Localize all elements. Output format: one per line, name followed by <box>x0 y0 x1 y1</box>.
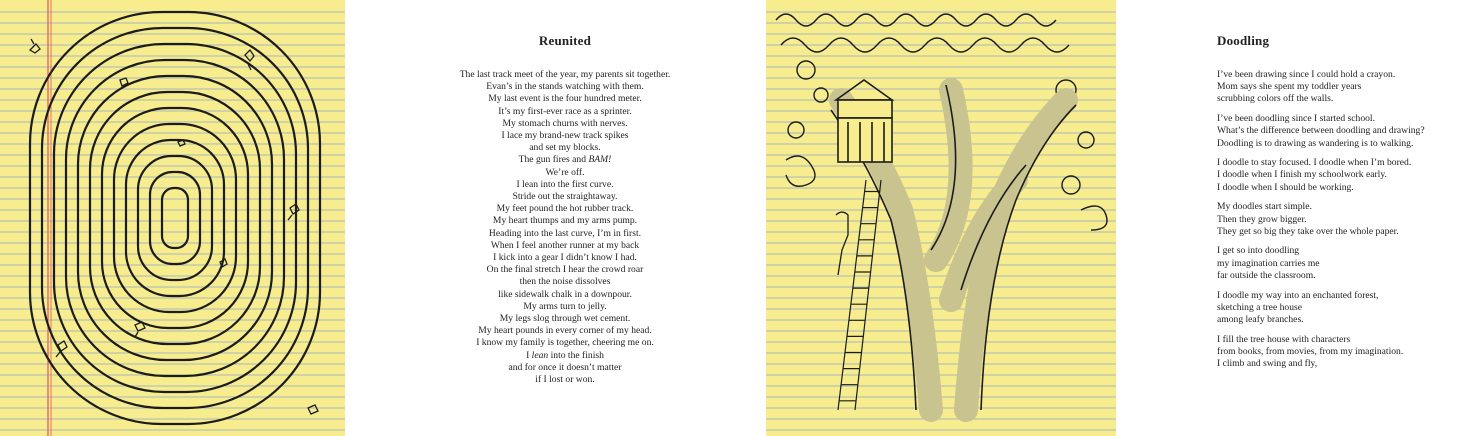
poem-line: My legs slog through wet cement. <box>499 313 631 325</box>
poem-line: My last event is the four hundred meter. <box>488 93 642 105</box>
poem-line: sketching a tree house <box>1217 301 1302 313</box>
poem-doodling <box>1217 33 1467 378</box>
poem-line: I know my family is together, cheering me on. <box>476 337 654 349</box>
poem-line <box>400 350 730 362</box>
poem-line: My arms turn to jelly. <box>523 300 607 312</box>
poem-line: The last track meet of the year, my parents sit together. <box>459 69 671 80</box>
poem-line: I lean into the first curve. <box>516 178 614 190</box>
poem-line: far outside the classroom. <box>1217 269 1316 281</box>
poem-line: My heart thumps and my arms pump. <box>492 215 638 227</box>
poem-line: My feet pound the hot rubber track. <box>496 203 634 215</box>
poem-line: What’s the difference between doodling and drawing? <box>1217 125 1425 137</box>
poem-stanza <box>1217 290 1467 327</box>
poem-line: scrubbing colors off the walls. <box>1217 93 1334 105</box>
poem-stanza <box>1217 245 1467 282</box>
poem-reunited <box>400 33 730 386</box>
poem-line: My doodles start simple. <box>1217 201 1312 213</box>
poem-line: I doodle when I should be working. <box>1217 181 1354 193</box>
poem-line: my imagination carries me <box>1217 257 1320 269</box>
poem-line: My heart pounds in every corner of my head. <box>478 325 652 337</box>
treehouse-doodle-illustration <box>766 0 1116 436</box>
poem-line: When I feel another runner at my back <box>490 239 640 251</box>
poem-line: Then they grow bigger. <box>1217 213 1307 225</box>
poem-line: I doodle when I finish my schoolwork early. <box>1217 169 1387 181</box>
poem-stanza <box>1217 157 1467 194</box>
poem-line: and for once it doesn’t matter <box>508 361 622 373</box>
poem-emphasis: BAM! <box>588 154 612 166</box>
poem-line: I lace my brand-new track spikes <box>501 130 629 142</box>
poem-stanza <box>1217 201 1467 238</box>
poem-line: We’re off. <box>545 166 585 178</box>
poem-line: among leafy branches. <box>1217 313 1304 325</box>
track-doodle-illustration <box>0 0 350 436</box>
poem-stanza <box>1217 334 1467 371</box>
poem-line: It’s my first-ever race as a sprinter. <box>498 105 632 117</box>
poem-line: I kick into a gear I didn’t know I had. <box>493 252 637 264</box>
poem-line: from books, from movies, from my imagination. <box>1217 345 1404 357</box>
poem-line-text: into the finish <box>548 349 604 361</box>
poem-line: I climb and swing and fly, <box>1217 358 1318 370</box>
poem-line: Mom says she spent my toddler years <box>1217 81 1362 93</box>
poem-line-text: I <box>526 349 532 361</box>
poem-title: Doodling <box>1217 33 1270 48</box>
poem-line-text: The gun fires and <box>518 154 589 166</box>
poem-line: I’ve been doodling since I started school. <box>1217 113 1375 125</box>
poem-line <box>400 154 730 166</box>
poem-body <box>400 69 730 386</box>
poem-line: I doodle to stay focused. I doodle when I’m bored. <box>1217 157 1412 169</box>
poem-line: I doodle my way into an enchanted forest, <box>1217 289 1379 301</box>
poem-line: I fill the tree house with characters <box>1217 333 1351 345</box>
poem-line: My stomach churns with nerves. <box>502 117 628 129</box>
poem-line: I’ve been drawing since I could hold a crayon. <box>1217 69 1396 80</box>
poem-line: then the noise dissolves <box>519 276 611 288</box>
poem-stanza <box>1217 69 1467 106</box>
poem-line: and set my blocks. <box>529 142 601 154</box>
poem-line: On the final stretch I hear the crowd roar <box>486 264 644 276</box>
poem-emphasis: lean <box>531 349 549 361</box>
poem-line: Doodling is to drawing as wandering is to walking. <box>1217 137 1414 149</box>
poem-line: They get so big they take over the whole paper. <box>1217 225 1399 237</box>
poem-line: Heading into the last curve, I’m in first. <box>488 227 642 239</box>
poem-line: Evan’s in the stands watching with them. <box>486 81 644 93</box>
right-spread <box>741 0 1482 436</box>
poem-title: Reunited <box>538 33 592 48</box>
poem-line: Stride out the straightaway. <box>512 191 618 203</box>
poem-line: like sidewalk chalk in a downpour. <box>498 288 632 300</box>
poem-line: if I lost or won. <box>535 374 595 386</box>
poem-line: I get so into doodling <box>1217 245 1300 257</box>
poem-stanza <box>1217 113 1467 150</box>
